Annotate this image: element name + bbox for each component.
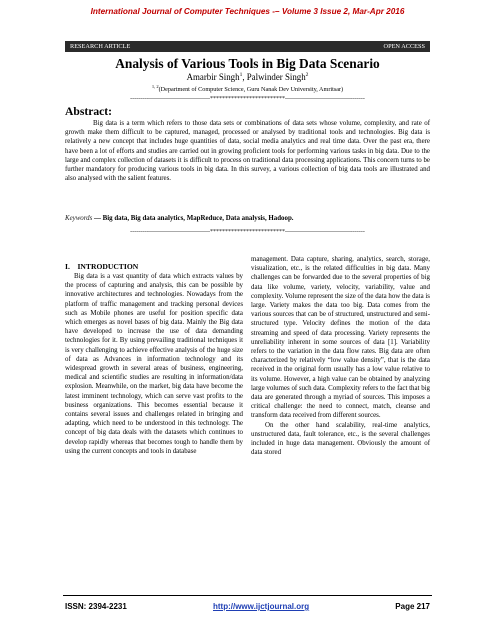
open-access-label: OPEN ACCESS <box>383 43 425 50</box>
intro-right-column <box>251 255 430 457</box>
section-number: I. <box>65 262 70 271</box>
divider-top: ----------------------------------------*************************---------------------------------------- <box>130 96 365 102</box>
abstract-text: Big data is a term which refers to those data sets or combinations of data sets whose volume, complexity, and rate of growth make them difficult to be captured, managed, processed or analysed by traditional tools and technologies. Big data is relatively a new concept that includes huge quantities of data, social media analytics and real time data. Over the past era, there have been a lot of efforts and studies are carried out in growing proficient tools for performing various tasks in big data. Due to the large and complex collection of datasets it is difficult to process on traditional data processing applications. This concern turns to be further mandatory for producing various tools in big data. In this survey, a various collection of big data tools are illustrated and also analysed with the salient features. <box>65 120 430 183</box>
divider-bottom: ----------------------------------------*************************---------------------------------------- <box>130 229 365 235</box>
author-separator: , <box>242 72 247 82</box>
journal-header: International Journal of Computer Techniques -– Volume 3 Issue 2, Mar-Apr 2016 <box>90 7 405 16</box>
author-2: Palwinder Singh <box>246 72 306 82</box>
affiliation-mark: 1, 2 <box>151 84 159 89</box>
issn-label: ISSN: 2394-2231 <box>65 602 127 611</box>
intro-right-paragraph-2: On the other hand scalability, real-time analytics, unstructured data, fault tolerance, etc., is the several challenges included in huge data management. Obviously the amount of data stored <box>251 421 430 457</box>
footer-rule <box>63 595 432 596</box>
keywords-line <box>65 214 430 223</box>
affiliation <box>0 84 495 93</box>
section-title: INTRODUCTION <box>77 262 139 271</box>
keywords-dash: — <box>92 215 103 222</box>
author-1: Amarbir Singh <box>186 72 240 82</box>
page-footer <box>65 602 430 611</box>
affiliation-text: (Department of Computer Science, Guru Nanak Dev University, Amritsar) <box>158 86 344 94</box>
abstract-heading: Abstract: <box>65 105 113 118</box>
page-number: Page 217 <box>395 602 430 611</box>
keywords-values: Big data, Big data analytics, MapReduce, Data analysis, Hadoop. <box>102 215 294 222</box>
research-article-label: RESEARCH ARTICLE <box>70 43 131 50</box>
article-type-banner <box>65 41 430 52</box>
journal-website-link[interactable]: http://www.ijctjournal.org <box>212 602 310 611</box>
section-heading <box>65 262 138 271</box>
keywords-label: Keywords <box>65 215 93 222</box>
intro-left-column: Big data is a vast quantity of data which extracts values by the process of capturing and analysis, this can be possible by innovative architectures and technologies. Nowadays from the platform of traffic management and tracking personal devices such as Mobile phones are useful for position specific data which emerges as novel bases of big data. Mainly the Big data have developed to increase the use of data demanding technologies for it. By using prevailing traditional techniques it is very challenging to achieve effective analysis of the huge size of data as Advances in information technology and its widespread growth in several areas of business, engineering, medical and scientific studies are resulting in information/data explosion. Meanwhile, on the market, big data have become the latest imminent technology, which can serve vast profits to the business organizations. This becomes essential because it contains several issues and challenges related in bringing and adapting, which need to be understood in this technology. The concept of big data deals with the datasets which continues to develop rapidly whereas that becomes tough to handle them by using the current concepts and tools in database <box>65 273 243 455</box>
author-line <box>0 72 495 82</box>
paper-title: Analysis of Various Tools in Big Data Scenario <box>115 56 380 71</box>
author-2-affiliation-mark: 2 <box>305 72 309 79</box>
author-1-affiliation-mark: 1 <box>239 72 243 79</box>
intro-right-paragraph-1: management. Data capture, sharing, analytics, search, storage, visualization, etc., is the related difficulties in big data. Many challenges can be forwarded due to the several properties of big data like volume, variety, velocity, variability, value and complexity. Volume represent the size of the data how the data is large. Variety makes the data too big. Data comes from the various sources that can be of structured, unstructured and semi-structured type. Velocity defines the motion of the data streaming and speed of data processing. Variety represents the unreliability inherent in some sources of data [1]. Variability refers to the variation in the data flow rates. Big data are often characterized by relatively “low value density”, that is the data received in the original form usually has a low value relative to its volume. However, a high value can be obtained by analyzing large volumes of such data. Complexity refers to the fact that big data are generated through a myriad of sources. This imposes a critical challenge: the need to connect, match, cleanse and transform data received from different sources. <box>251 256 430 420</box>
